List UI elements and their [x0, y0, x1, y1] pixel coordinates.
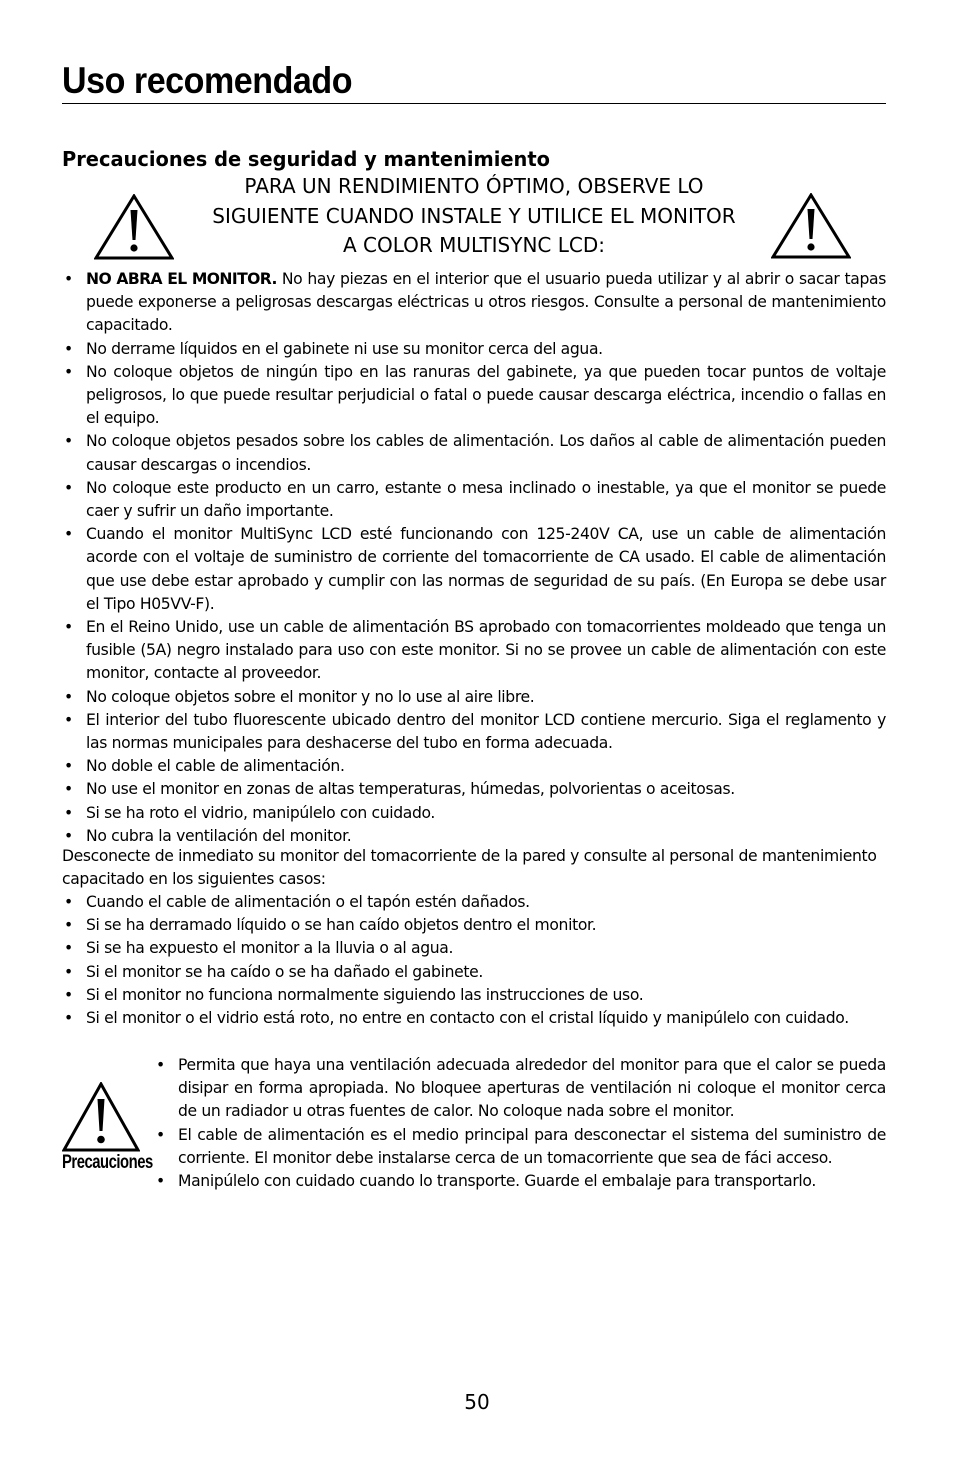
- list-item-text: Si se ha roto el vidrio, manipúlelo con cuidado.: [86, 803, 436, 822]
- page-number: 50: [464, 1390, 490, 1414]
- list-item-text: No coloque objetos de ningún tipo en las ranuras del gabinete, ya que pueden tocar puntos de voltaje peligrosos, lo que puede resultar perjudicial o fatal o puede causar descarga eléctrica, incendio o fallas en el equipo.: [86, 362, 886, 428]
- list-item-text: No use el monitor en zonas de altas temperaturas, húmedas, polvorientas o aceitosas.: [86, 780, 735, 799]
- list-item: • Si se ha derramado líquido o se han caído objetos dentro el monitor.: [62, 914, 886, 937]
- section-title: Precauciones de seguridad y mantenimiento: [62, 147, 550, 171]
- list-item: [62, 616, 886, 686]
- list-item: [62, 361, 886, 431]
- list-item: • Si el monitor se ha caído o se ha dañado el gabinete.: [62, 961, 886, 984]
- list-item-text: No cubra la ventilación del monitor.: [86, 826, 352, 845]
- list-item: [62, 755, 886, 778]
- caution-list: [154, 1054, 886, 1193]
- list-item: [62, 338, 886, 361]
- list-item: [62, 268, 886, 338]
- title-rule: [62, 103, 886, 104]
- list-item: [62, 523, 886, 616]
- list-item: [62, 477, 886, 523]
- list-item-text: No derrame líquidos en el gabinete ni use su monitor cerca del agua.: [86, 339, 603, 358]
- list-item: • El cable de alimentación es el medio principal para desconectar el sistema del suministro de corriente. El monitor debe instalarse cerca de un tomacorriente que sea de fáci acceso.: [154, 1124, 886, 1170]
- warning-triangle-icon: [771, 193, 851, 259]
- caution-label: Precauciones: [62, 1152, 153, 1173]
- list-item: • Si el monitor no funciona normalmente siguiendo las instrucciones de uso.: [62, 984, 886, 1007]
- list-item-text: No hay piezas en el interior que el usuario pueda utilizar y al abrir o sacar tapas puede exponerse a peligrosas descargas eléctricas u otros riesgos. Consulte a personal de mantenimiento capacitado.: [86, 270, 886, 335]
- list-item-lead: NO ABRA EL MONITOR.: [86, 270, 277, 288]
- list-item-text: No coloque objetos sobre el monitor y no lo use al aire libre.: [86, 687, 535, 706]
- list-item: [62, 778, 886, 801]
- list-item: [62, 430, 886, 476]
- page-title: Uso recomendado: [62, 60, 353, 101]
- list-item: [62, 709, 886, 755]
- list-item-text: Cuando el monitor MultiSync LCD esté funcionando con 125-240V CA, use un cable de alimentación acorde con el voltaje de suministro de corriente del tomacorriente de CA usado. El cable de alimentación que use debe estar aprobado y cumplir con las normas de seguridad de su país. (En Europa se debe usar el Tipo H05VV-F).: [86, 525, 886, 613]
- warning-triangle-icon: [62, 1082, 140, 1152]
- caution-block: [62, 1082, 153, 1174]
- list-item: [62, 686, 886, 709]
- list-item-text: No coloque objetos pesados sobre los cables de alimentación. Los daños al cable de alimentación pueden causar descargas o incendios.: [86, 432, 886, 474]
- warning-triangle-icon: [94, 194, 174, 260]
- list-item: • Manipúlelo con cuidado cuando lo transporte. Guarde el embalaje para transportarlo.: [154, 1170, 886, 1193]
- list-item: • Permita que haya una ventilación adecuada alrededor del monitor para que el calor se pueda disipar en forma apropiada. No bloquee aperturas de ventilación ni coloque el monitor cerca de un radiador u otras fuentes de calor. No coloque nada sobre el monitor.: [154, 1054, 886, 1124]
- disconnect-cases-list: [62, 891, 886, 1030]
- disconnect-intro: Desconecte de inmediato su monitor del tomacorriente de la pared y consulte al personal de mantenimiento capacitado en los siguientes casos:: [62, 847, 877, 889]
- list-item: • Si el monitor o el vidrio está roto, no entre en contacto con el cristal líquido y manipúlelo con cuidado.: [62, 1007, 886, 1030]
- list-item: • Cuando el cable de alimentación o el tapón estén dañados.: [62, 891, 886, 914]
- list-item: • Si se ha expuesto el monitor a la lluvia o al agua.: [62, 937, 886, 960]
- list-item-text: En el Reino Unido, use un cable de alimentación BS aprobado con tomacorrientes moldeado que tenga un fusible (5A) negro instalado para uso con este monitor. Si no se provee un cable de alimentación con este monitor, contacte al proveedor.: [86, 618, 886, 683]
- list-item-text: No doble el cable de alimentación.: [86, 757, 345, 776]
- precautions-list: [62, 268, 886, 848]
- list-item: [62, 802, 886, 825]
- list-item-text: El interior del tubo fluorescente ubicado dentro del monitor LCD contiene mercurio. Siga el reglamento y las normas municipales para deshacerse del tubo en forma adecuada.: [86, 710, 886, 753]
- list-item-text: No coloque este producto en un carro, estante o mesa inclinado o inestable, ya que el monitor se puede caer y sufrir un daño importante.: [86, 478, 886, 521]
- warning-banner: PARA UN RENDIMIENTO ÓPTIMO, OBSERVE LO SIGUIENTE CUANDO INSTALE Y UTILICE EL MONITOR A COLOR MULTISYNC LCD:: [212, 174, 736, 257]
